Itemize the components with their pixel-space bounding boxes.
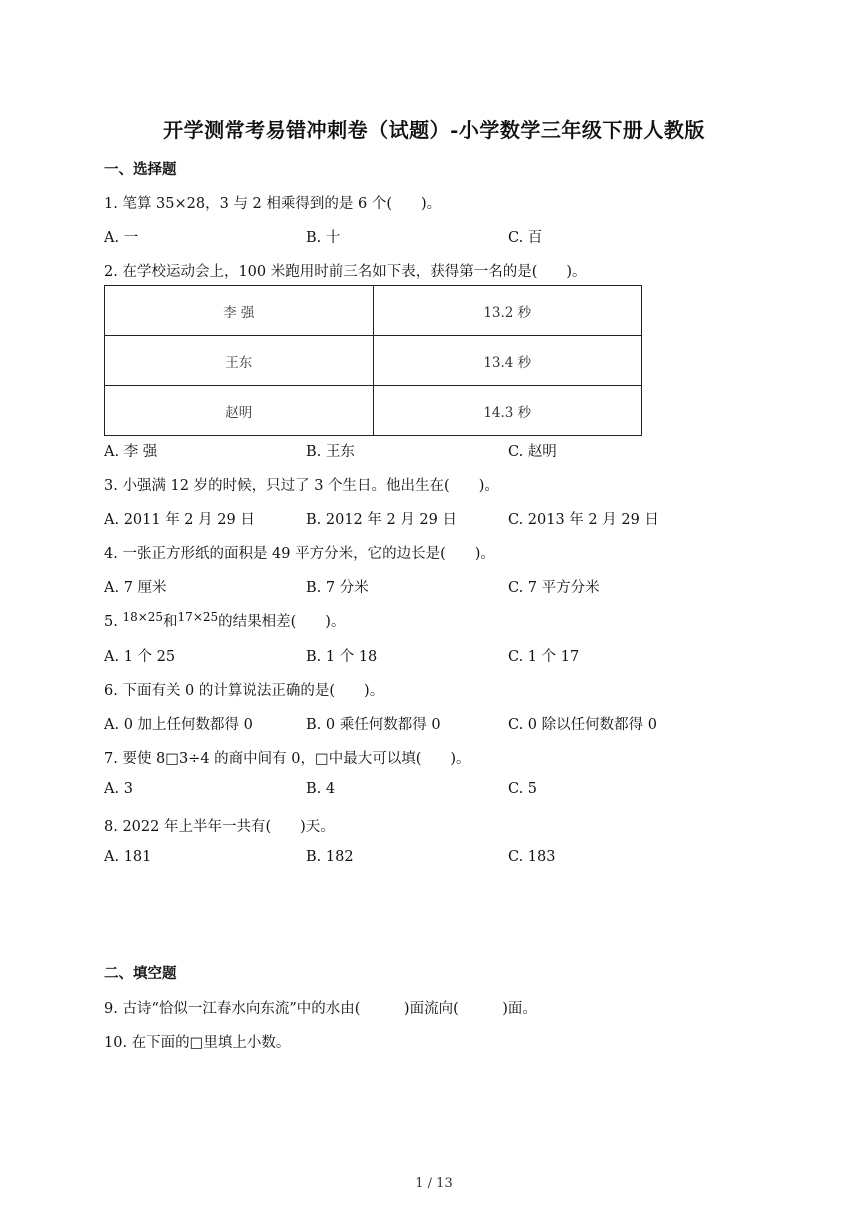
- question-1-option-b: B. 十: [306, 230, 341, 246]
- question-6: 6. 下面有关 0 的计算说法正确的是( )。: [104, 683, 385, 699]
- question-5-option-a: A. 1 个 25: [104, 649, 176, 665]
- question-5-option-b: B. 1 个 18: [306, 649, 378, 665]
- question-3-option-a: A. 2011 年 2 月 29 日: [104, 512, 255, 528]
- table-cell-time: 14.3 秒: [373, 386, 642, 436]
- table-cell-name: 赵明: [105, 386, 374, 436]
- table-cell-time: 13.2 秒: [373, 286, 642, 336]
- question-6-option-a: A. 0 加上任何数都得 0: [104, 717, 253, 733]
- question-1-option-c: C. 百: [508, 230, 543, 246]
- page-number: 1 / 13: [415, 1176, 453, 1191]
- question-8-option-b: B. 182: [306, 849, 354, 865]
- question-5: [104, 610, 345, 631]
- table-row: [105, 386, 642, 436]
- table-cell-name: 王东: [105, 336, 374, 386]
- question-2: 2. 在学校运动会上，100 米跑用时前三名如下表，获得第一名的是( )。: [104, 264, 587, 280]
- question-7-option-b: B. 4: [306, 781, 336, 797]
- table-row: [105, 286, 642, 336]
- question-2-option-a: A. 李 强: [104, 444, 158, 460]
- section-heading-fill: 二、填空题: [104, 966, 177, 982]
- question-5-number: 5.: [104, 614, 118, 630]
- table-row: [105, 336, 642, 386]
- question-6-option-b: B. 0 乘任何数都得 0: [306, 717, 441, 733]
- question-5-tail: 的结果相差( )。: [218, 614, 346, 630]
- document-title: 开学测常考易错冲刺卷（试题）-小学数学三年级下册人教版: [163, 118, 705, 142]
- question-1-option-a: A. 一: [104, 230, 139, 246]
- question-4-option-b: B. 7 分米: [306, 580, 369, 596]
- question-7-option-c: C. 5: [508, 781, 538, 797]
- question-10: 10. 在下面的□里填上小数。: [104, 1035, 291, 1051]
- question-5-expression-2: 17×25: [177, 610, 219, 624]
- question-8-option-c: C. 183: [508, 849, 556, 865]
- question-5-connector: 和: [163, 614, 178, 630]
- question-3: 3. 小强满 12 岁的时候，只过了 3 个生日。他出生在( )。: [104, 478, 499, 494]
- question-4-option-c: C. 7 平方分米: [508, 580, 600, 596]
- question-5-expression-1: 18×25: [122, 610, 164, 624]
- question-5-option-c: C. 1 个 17: [508, 649, 580, 665]
- table-cell-time: 13.4 秒: [373, 336, 642, 386]
- table-cell-name: 李 强: [105, 286, 374, 336]
- race-results-table: [104, 285, 642, 436]
- question-9: 9. 古诗“恰似一江春水向东流”中的水由( )面流向( )面。: [104, 1001, 537, 1017]
- question-1: 1. 笔算 35×28，3 与 2 相乘得到的是 6 个( )。: [104, 196, 442, 212]
- question-7: 7. 要使 8□3÷4 的商中间有 0，□中最大可以填( )。: [104, 751, 471, 767]
- question-4-option-a: A. 7 厘米: [104, 580, 167, 596]
- question-2-option-b: B. 王东: [306, 444, 355, 460]
- section-heading-choice: 一、选择题: [104, 162, 177, 178]
- question-3-option-c: C. 2013 年 2 月 29 日: [508, 512, 659, 528]
- question-6-option-c: C. 0 除以任何数都得 0: [508, 717, 657, 733]
- question-4: 4. 一张正方形纸的面积是 49 平方分米，它的边长是( )。: [104, 546, 495, 562]
- question-8-option-a: A. 181: [104, 849, 152, 865]
- question-8: 8. 2022 年上半年一共有( )天。: [104, 819, 335, 835]
- question-2-option-c: C. 赵明: [508, 444, 557, 460]
- question-7-option-a: A. 3: [104, 781, 133, 797]
- question-3-option-b: B. 2012 年 2 月 29 日: [306, 512, 457, 528]
